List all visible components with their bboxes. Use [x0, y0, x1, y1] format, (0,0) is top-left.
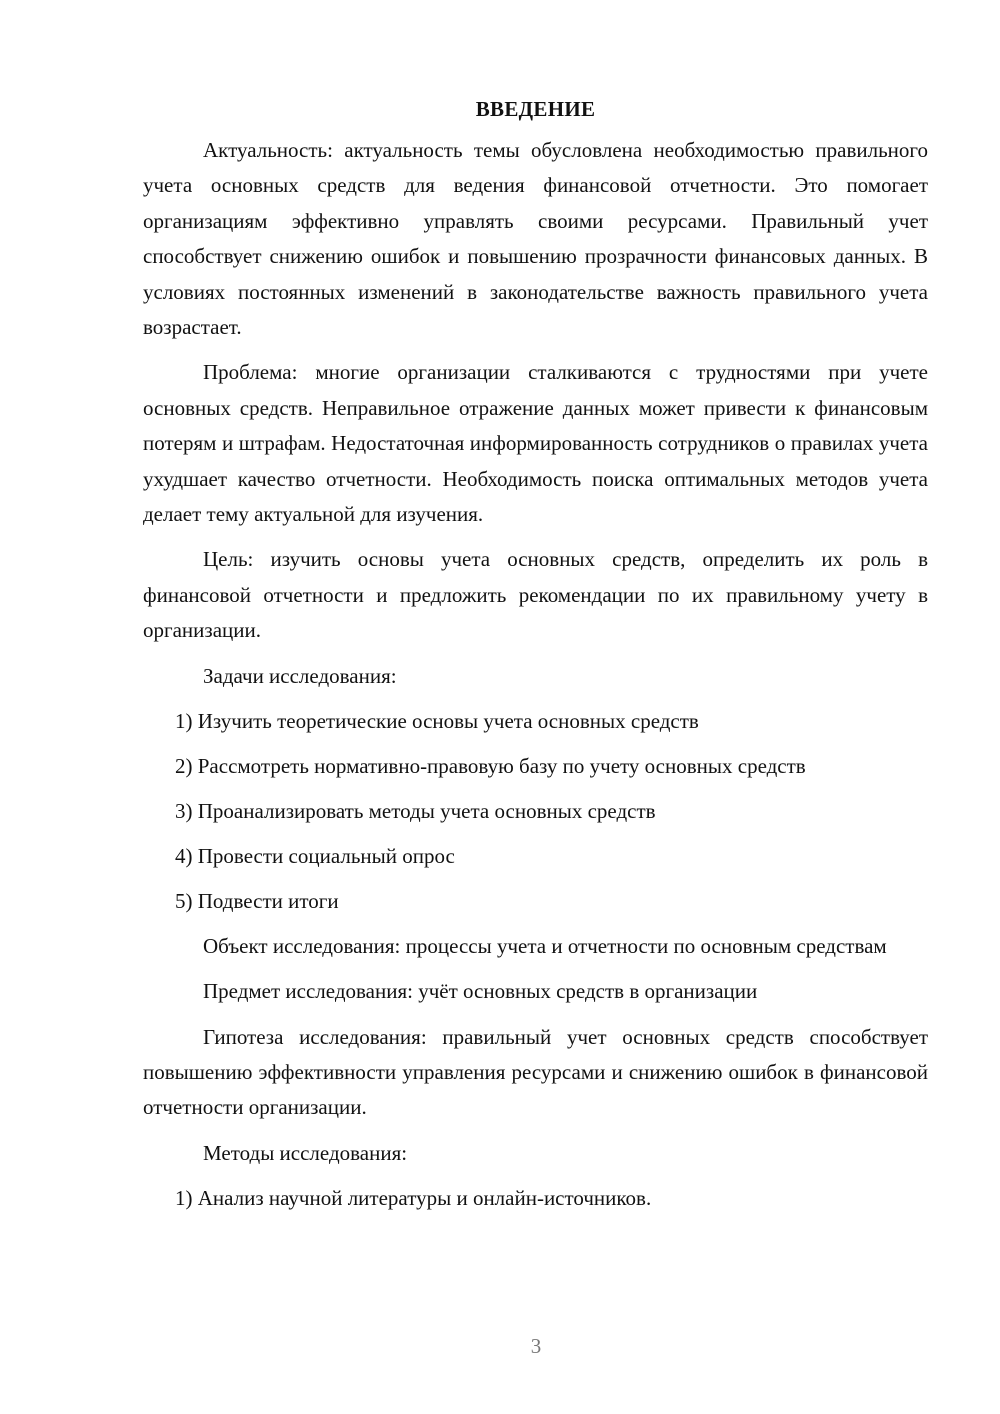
goal-paragraph: Цель: изучить основы учета основных средств, определить их роль в финансовой отчетности и предложить рекомендации по их правильному учету в организации. — [143, 547, 928, 643]
task-item: 3) Проанализировать методы учета основных средств — [175, 798, 656, 823]
problem-paragraph: Проблема: многие организации сталкиваются с трудностями при учете основных средств. Неправильное отражение данных может привести к финансовым потерям и штрафам. Недостаточная информированность сотрудников о правилах учета ухудшает качество отчетности. Необходимость поиска оптимальных методов учета делает тему актуальной для изучения. — [143, 360, 928, 527]
document-page — [143, 92, 928, 1226]
tasks-label: Задачи исследования: — [203, 663, 397, 688]
object-paragraph: Объект исследования: процессы учета и отчетности по основным средствам — [203, 933, 887, 958]
subject-paragraph: Предмет исследования: учёт основных средств в организации — [203, 979, 758, 1004]
relevance-paragraph: Актуальность: актуальность темы обусловлена необходимостью правильного учета основных средств для ведения финансовой отчетности. Это помогает организациям эффективно управлять своими ресурсами. Правильный учет способствует снижению ошибок и повышению прозрачности финансовых данных. В условиях постоянных изменений в законодательстве важность правильного учета возрастает. — [143, 138, 928, 340]
task-item: 4) Провести социальный опрос — [175, 843, 455, 868]
page-title: ВВЕДЕНИЕ — [475, 97, 596, 121]
task-item: 1) Изучить теоретические основы учета основных средств — [175, 708, 699, 733]
hypothesis-paragraph: Гипотеза исследования: правильный учет основных средств способствует повышению эффективности управления ресурсами и снижению ошибок в финансовой отчетности организации. — [143, 1024, 928, 1120]
tasks-list — [143, 704, 928, 919]
page-number: 3 — [530, 1334, 542, 1358]
method-item: 1) Анализ научной литературы и онлайн-источников. — [175, 1185, 652, 1210]
task-item: 5) Подвести итоги — [175, 888, 339, 913]
methods-label: Методы исследования: — [203, 1140, 408, 1165]
task-item: 2) Рассмотреть нормативно-правовую базу по учету основных средств — [175, 753, 806, 778]
methods-list — [143, 1181, 928, 1216]
